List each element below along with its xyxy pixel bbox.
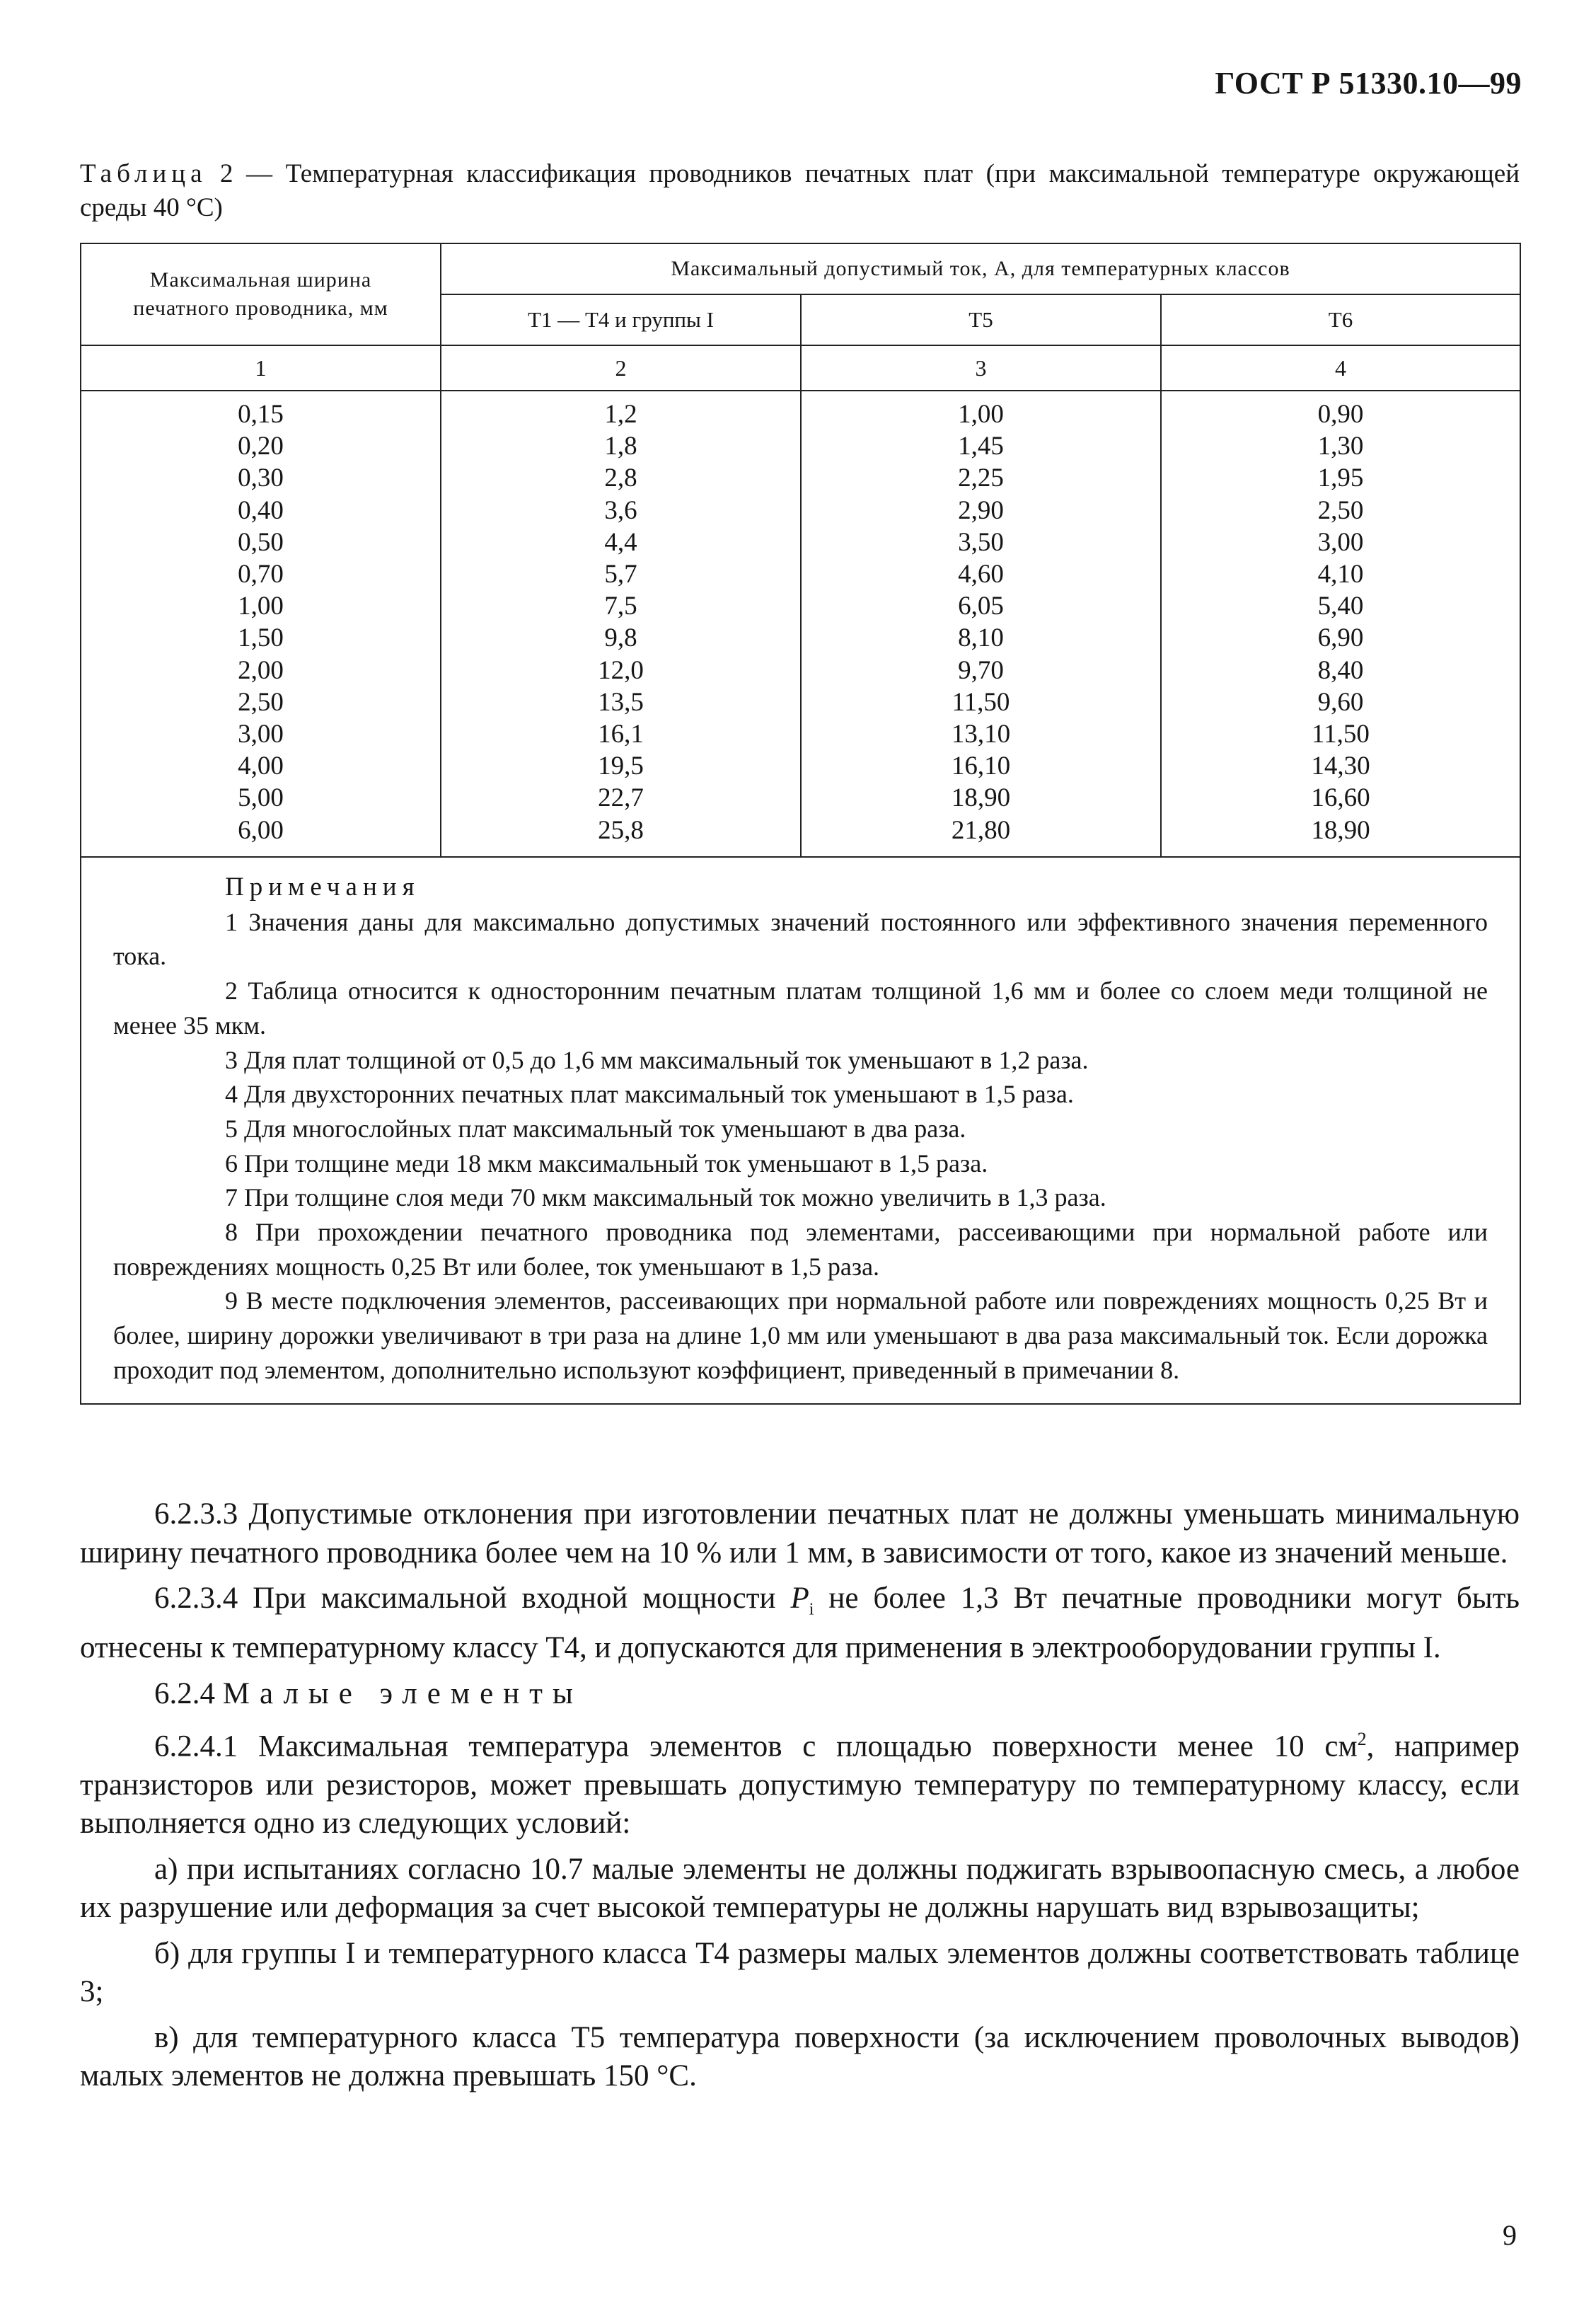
table-cell: 2,25 <box>958 464 1004 493</box>
table-cell: 3,6 <box>604 495 637 525</box>
body-text <box>80 1495 1520 2096</box>
table-cell: 5,00 <box>238 783 284 813</box>
table-cell: 14,30 <box>1311 752 1370 781</box>
table-cell: 2,50 <box>238 687 284 717</box>
t5-current-values <box>801 391 1161 857</box>
width-column-values <box>81 391 441 857</box>
list-item-c: в) для температурного класса Т5 температура поверхности (за исключением проволочных выводов) малых элементов не должна превышать 150 °С. <box>80 2020 1520 2093</box>
table-cell: 1,30 <box>1317 432 1364 461</box>
table-cell: 12,0 <box>598 655 644 685</box>
table-cell: 6,00 <box>238 815 284 845</box>
table-cell: 0,30 <box>238 464 284 493</box>
table-cell: 5,40 <box>1317 592 1364 621</box>
power-subscript: i <box>809 1600 814 1619</box>
table-cell: 11,50 <box>1312 720 1370 749</box>
table-cell: 1,50 <box>238 623 284 653</box>
table-cell: 9,8 <box>604 623 637 653</box>
table-cell: 1,45 <box>958 432 1004 461</box>
table-cell: 11,50 <box>952 687 1010 717</box>
table-note: 2 Таблица относится к односторонним печатным платам толщиной 1,6 мм и более со слоем меди толщиной не менее 35 мкм. <box>113 977 1488 1040</box>
section-title: Малые элементы <box>222 1676 583 1710</box>
table-cell: 0,90 <box>1317 400 1364 429</box>
table-cell: 3,00 <box>238 720 284 749</box>
table-cell: 18,90 <box>1311 815 1370 845</box>
col1-header-line1: Максимальная ширина <box>149 268 372 292</box>
table-cell: 13,5 <box>598 687 644 717</box>
t6-current-values <box>1161 391 1520 857</box>
group-header: Максимальный допустимый ток, А, для температурных классов <box>441 243 1520 294</box>
table-cell: 3,50 <box>958 527 1004 557</box>
list-item-b: б) для группы I и температурного класса Т4 размеры малых элементов должны соответствовать таблице 3; <box>80 1936 1520 2009</box>
power-symbol: P <box>790 1582 809 1615</box>
table-cell: 21,80 <box>951 815 1011 845</box>
table-cell: 2,50 <box>1317 495 1364 525</box>
sub-header-t5: Т5 <box>801 294 1161 345</box>
table-cell: 2,8 <box>604 464 637 493</box>
table-cell: 22,7 <box>598 783 644 813</box>
table-cell: 1,00 <box>238 592 284 621</box>
table-cell: 9,60 <box>1317 687 1364 717</box>
table-cell: 8,10 <box>958 623 1004 653</box>
table-cell: 16,60 <box>1311 783 1370 813</box>
table-cell: 1,2 <box>604 400 637 429</box>
table-cell: 16,1 <box>598 720 644 749</box>
table-notes <box>81 857 1520 1404</box>
table-cell: 2,00 <box>238 655 284 685</box>
table-note: 8 При прохождении печатного проводника под элементами, рассеивающими при нормальной работе или повреждениях мощность 0,25 Вт или более, ток уменьшают в 1,5 раза. <box>113 1218 1488 1281</box>
table-cell: 1,8 <box>604 432 637 461</box>
notes-list <box>113 905 1488 1388</box>
table-cell: 8,40 <box>1317 655 1364 685</box>
table-cell: 4,00 <box>238 752 284 781</box>
table-cell: 2,90 <box>958 495 1004 525</box>
column-number-3: 3 <box>801 345 1161 391</box>
table-cell: 0,40 <box>238 495 284 525</box>
section-number: 6.2.4 <box>154 1676 215 1710</box>
section-heading-6-2-4 <box>80 1675 1520 1714</box>
table-cell: 6,90 <box>1317 623 1364 653</box>
table-cell: 13,10 <box>951 720 1011 749</box>
column-number-1: 1 <box>81 345 441 391</box>
table-cell: 19,5 <box>598 752 644 781</box>
paragraph-6-2-4-1: 6.2.4.1 Максимальная температура элементов с площадью поверхности менее 10 $см^2$, например транзисторов или резисторов, может превышать допустимую температуру по температурному классу, если выполняется одно из следующих условий: <box>80 1729 1520 1841</box>
table-cell: 5,7 <box>604 560 637 589</box>
table-cell: 16,10 <box>951 752 1011 781</box>
table-note: 6 При толщине меди 18 мкм максимальный ток уменьшают в 1,5 раза. <box>225 1148 988 1178</box>
table-note: 1 Значения даны для максимально допустимых значений постоянного или эффективного значения переменного тока. <box>113 907 1488 971</box>
page-number: 9 <box>1503 2219 1517 2251</box>
table-cell: 0,20 <box>238 432 284 461</box>
sub-header-t1-t4: Т1 — Т4 и группы I <box>441 294 801 345</box>
table-caption-word: Таблица <box>80 159 207 188</box>
table-cell: 7,5 <box>604 592 637 621</box>
column-number-2: 2 <box>441 345 801 391</box>
table-cell: 25,8 <box>598 815 644 845</box>
table-note: 4 Для двухсторонних печатных плат максимальный ток уменьшают в 1,5 раза. <box>225 1080 1074 1109</box>
table-cell: 6,05 <box>958 592 1004 621</box>
table-note: 7 При толщине слоя меди 70 мкм максимальный ток можно увеличить в 1,3 раза. <box>225 1183 1106 1212</box>
col1-header-line2: печатного проводника, мм <box>133 297 388 320</box>
table-note: 5 Для многослойных плат максимальный ток уменьшают в два раза. <box>225 1114 966 1143</box>
sub-header-t6: Т6 <box>1161 294 1520 345</box>
paragraph-6-2-3-3: 6.2.3.3 Допустимые отклонения при изготовлении печатных плат не должны уменьшать минимальную ширину печатного проводника более чем на 10 % или 1 мм, в зависимости от того, какое из значений меньше. <box>80 1497 1520 1570</box>
table-cell: 0,70 <box>238 560 284 589</box>
table-cell: 4,10 <box>1317 560 1364 589</box>
table-cell: 4,4 <box>604 527 637 557</box>
table-cell: 0,50 <box>238 527 284 557</box>
table-cell: 1,95 <box>1317 464 1364 493</box>
col1-header <box>81 243 441 345</box>
table-cell: 18,90 <box>951 783 1011 813</box>
list-item-a: а) при испытаниях согласно 10.7 малые элементы не должны поджигать взрывоопасную смесь, а любое их разрушение или деформация за счет высокой температуры не должны нарушать вид взрывозащиты; <box>80 1852 1520 1925</box>
column-number-4: 4 <box>1161 345 1520 391</box>
table-caption-text: 2 — Температурная классификация проводников печатных плат (при максимальной температуре окружающей среды 40 °С) <box>80 159 1520 222</box>
notes-title: Примечания <box>225 873 420 902</box>
table-cell: 3,00 <box>1317 527 1364 557</box>
paragraph-6-2-3-4: 6.2.3.4 При максимальной входной мощности $P_i$ не более 1,3 Вт печатные проводники могут быть отнесены к температурному классу Т4, и допускаются для применения в электрооборудовании группы I. <box>80 1582 1520 1665</box>
document-id-header: ГОСТ Р 51330.10—99 <box>1215 66 1522 100</box>
table-note: 9 В месте подключения элементов, рассеивающих при нормальной работе или повреждениях мощность 0,25 Вт и более, ширину дорожки увеличивают в три раза на длине 1,0 мм или уменьшают в два раза максимальный ток. Если дорожка проходит под элементом, дополнительно используют коэффициент, приведенный в примечании 8. <box>113 1286 1488 1384</box>
t1-t4-current-values <box>441 391 801 857</box>
table-cell: 9,70 <box>958 655 1004 685</box>
table-cell: 4,60 <box>958 560 1004 589</box>
table-cell: 0,15 <box>238 400 284 429</box>
table-note: 3 Для плат толщиной от 0,5 до 1,6 мм максимальный ток уменьшают в 1,2 раза. <box>225 1045 1089 1074</box>
table-cell: 1,00 <box>958 400 1004 429</box>
table-caption <box>80 157 1520 225</box>
conductor-temperature-table <box>80 243 1521 1405</box>
